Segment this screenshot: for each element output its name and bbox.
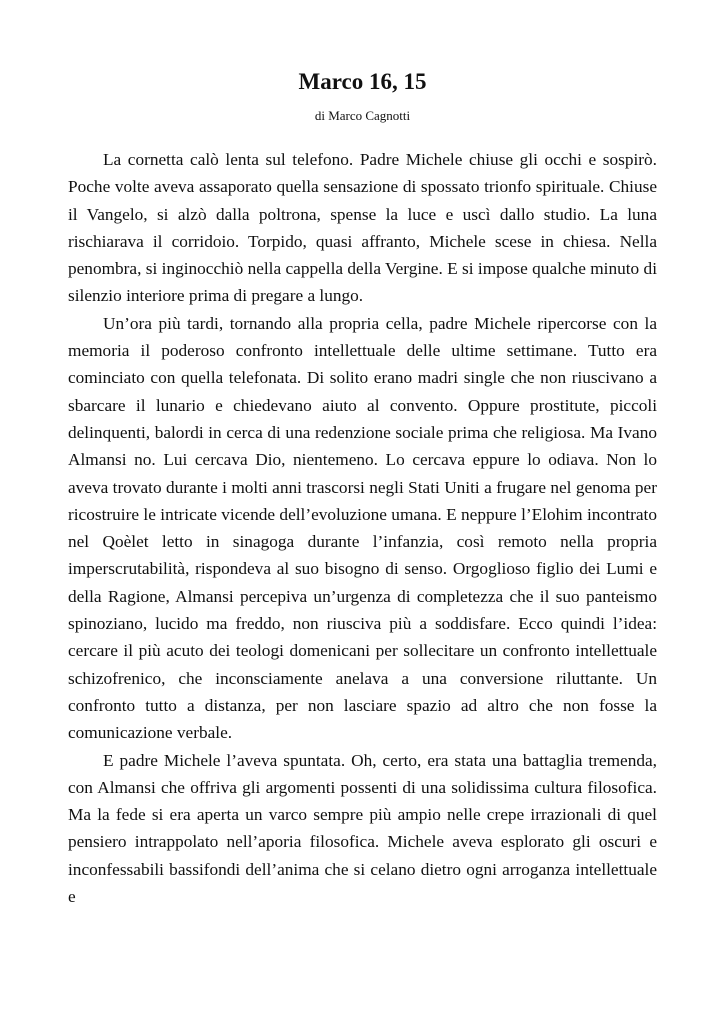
paragraph-3: E padre Michele l’aveva spuntata. Oh, certo, era stata una battaglia tremenda, con Almansi che offriva gli argomenti possenti di una solidissima cultura filosofica. Ma la fede si era aperta un varco sempre più ampio nelle crepe irrazionali di quel pensiero intrappolato nell’aporia filosofica. Michele aveva esplorato gli oscuri e inconfessabili bassifondi dell’anima che si celano dietro ogni arroganza intellettuale e: [68, 750, 657, 907]
paragraph-1: La cornetta calò lenta sul telefono. Padre Michele chiuse gli occhi e sospirò. Poche volte aveva assaporato quella sensazione di spossato trionfo spirituale. Chiuse il Vangelo, si alzò dalla poltrona, spense la luce e uscì dallo studio. La luna rischiarava il corridoio. Torpido, quasi affranto, Michele scese in chiesa. Nella penombra, si inginocchiò nella cappella della Vergine. E si impose qualche minuto di silenzio interiore prima di pregare a lungo.: [68, 150, 657, 306]
body-text: [68, 146, 657, 910]
author-byline: di Marco Cagnotti: [314, 108, 411, 123]
paragraph-2: Un’ora più tardi, tornando alla propria cella, padre Michele ripercorse con la memoria il poderoso confronto intellettuale delle ultime settimane. Tutto era cominciato con quella telefonata. Di solito erano madri single che non riuscivano a sbarcare il lunario e chiedevano aiuto al convento. Oppure prostitute, piccoli delinquenti, balordi in cerca di una redenzione sociale prima che religiosa. Ma Ivano Almansi no. Lui cercava Dio, nientemeno. Lo cercava eppure lo odiava. Non lo aveva trovato durante i molti anni trascorsi negli Stati Uniti a frugare nel genoma per ricostruire le intricate vicende dell’evoluzione umana. E neppure l’Elohim incontrato nel Qoèlet letto in sinagoga durante l’infanzia, così remoto nella propria imperscrutabilità, rispondeva al suo bisogno di senso. Orgoglioso figlio dei Lumi e della Ragione, Almansi percepiva un’urgenza di completezza che il suo panteismo spinoziano, lucido ma freddo, non riusciva più a soddisfare. Ecco quindi l’idea: cercare il più acuto dei teologi domenicani per sollecitare un confronto intellettuale schizofrenico, che inconsciamente anelava a una conversione riluttante. Un confronto tutto a distanza, per non lasciare spazio ad altro che non fosse la comunicazione verbale.: [68, 313, 657, 743]
page-title: Marco 16, 15: [298, 69, 427, 94]
